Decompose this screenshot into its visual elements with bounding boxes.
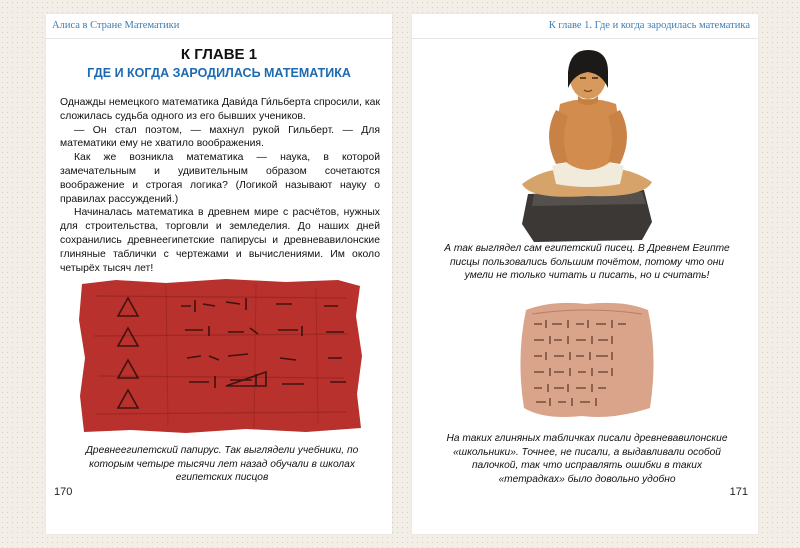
- page-number-left: 170: [54, 486, 73, 498]
- running-head-left: Алиса в Стране Математики: [52, 20, 180, 31]
- page-number-right: 171: [729, 486, 748, 498]
- tablet-caption: На таких глиняных табличках писали древневавилонские «школьники». Точнее, не писали, а выдавливали особой палочкой, так что исправлять ошибки в таких «тетрадках» было довольно удобно: [446, 433, 728, 485]
- right-page: [412, 14, 758, 534]
- chapter-title: ГДЕ И КОГДА ЗАРОДИЛАСЬ МАТЕМАТИКА: [87, 66, 351, 80]
- left-page: [46, 14, 392, 534]
- papyrus-caption: Древнеегипетский папирус. Так выглядели учебники, по которым четыре тысячи лет назад обучали в школах египетских писцов: [85, 445, 359, 484]
- paragraph-3: Как же возникла математика — наука, в которой замечательным и удивительным образом сочетаются воображение и строгая логика? (Логикой называют науку о правилах рассуждений.): [60, 152, 380, 205]
- running-head-right: К главе 1. Где и когда зародилась математика: [548, 20, 750, 31]
- header-divider: [46, 38, 392, 39]
- scribe-caption: А так выглядел сам египетский писец. В Древнем Египте писцы пользовались большим почётом, потому что они умели не только читать и писать, но и считать!: [444, 243, 730, 282]
- paragraph-1: Однажды немецкого математика Дави́да Ги́льберта спросили, как сложилась судьба одного из его бывших учеников.: [60, 97, 380, 122]
- papyrus-illustration: [76, 276, 366, 436]
- paragraph-2: — Он стал поэтом, — махнул рукой Гильберт. — Для математики ему не хватило воображения.: [60, 124, 380, 150]
- scribe-statue-illustration: [512, 44, 662, 244]
- header-divider: [412, 38, 758, 39]
- chapter-number: К ГЛАВЕ 1: [180, 46, 258, 63]
- paragraph-4: Начиналась математика в древнем мире с расчётов, нужных для строительства, торговли и земледелия. До наших дней сохранились древнеегипетские папирусы и древневавилонские глиняные таблички с чертежами и вычислениями. Им около четырёх тысяч лет!: [60, 207, 380, 274]
- body-text: [60, 96, 380, 275]
- clay-tablet-illustration: [512, 296, 662, 424]
